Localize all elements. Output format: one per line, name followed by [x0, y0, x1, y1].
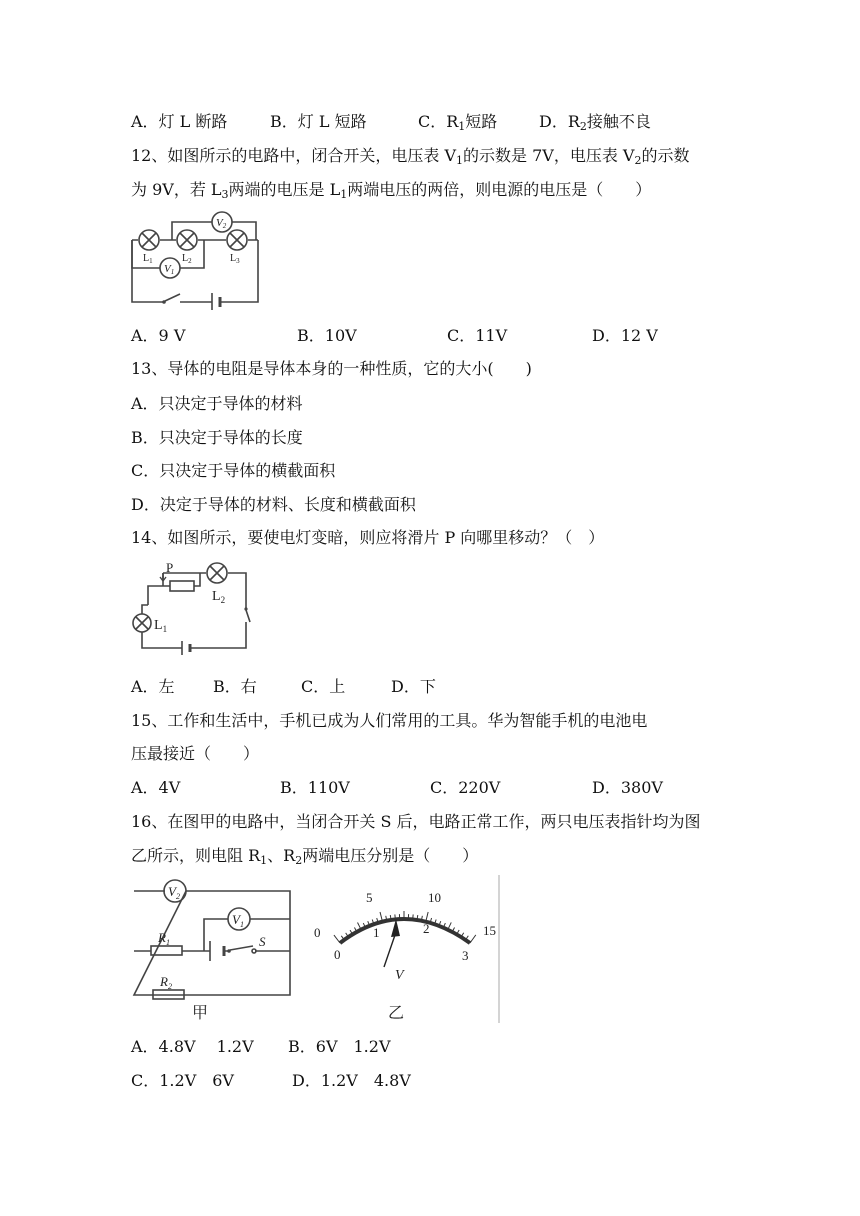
switch-s-icon — [227, 946, 256, 953]
lower-label-3: 3 — [462, 948, 469, 963]
label-s: S — [259, 934, 266, 949]
q15-stem-line1: 15、工作和生活中，手机已成为人们常用的工具。华为智能手机的电池电 — [131, 711, 648, 730]
q16-stem-line2: 乙所示，则电阻 $R_1$、$R_2$两端电压分别是（ ） — [131, 846, 479, 867]
battery-icon — [212, 293, 220, 310]
switch-icon — [244, 607, 250, 622]
q14-option-a: A．左 — [131, 677, 175, 696]
lower-label-2: 2 — [423, 921, 430, 936]
q15-stem-line2: 压最接近（ ） — [131, 744, 260, 763]
svg-text:V2: $V_2$ — [168, 884, 180, 901]
q16-figure-yi-voltmeter-dial — [310, 875, 505, 1025]
lower-label-1: 1 — [373, 925, 380, 940]
q16-figure-jia-circuit — [128, 875, 298, 1025]
upper-label-10: 10 — [428, 890, 441, 905]
battery-icon — [210, 941, 224, 961]
caption-jia: 甲 — [192, 1005, 209, 1022]
svg-text:V2: V2 — [216, 217, 227, 230]
voltmeter-v2-icon — [212, 212, 232, 232]
q13-option-a: A．只决定于导体的材料 — [131, 394, 303, 413]
q15-option-b: B．110V — [280, 778, 350, 797]
label-l1: $L_1$ — [143, 253, 153, 265]
q16-stem-line1: 16、在图甲的电路中，当闭合开关 S 后，电路正常工作，两只电压表指针均为图 — [131, 812, 701, 831]
q12-circuit-diagram — [128, 210, 268, 310]
label-l2: $L_2$ — [212, 589, 226, 605]
q16-option-a: A．4.8V 1.2V — [131, 1037, 254, 1056]
q11-option-d: D．$R_2$接触不良 — [539, 112, 651, 133]
svg-text:V1: V1 — [164, 263, 175, 276]
lamp-l1-icon — [133, 614, 151, 632]
svg-text:V1: $V_1$ — [232, 912, 244, 929]
dial-tick — [470, 935, 476, 943]
lamp-l3-icon — [227, 230, 247, 250]
q12-option-a: A．9 V — [131, 326, 186, 345]
dial-arc — [340, 919, 470, 943]
lamp-l2-icon — [177, 230, 197, 250]
upper-label-0: 0 — [314, 925, 321, 940]
label-r1: $R_1$ — [158, 930, 170, 947]
lamp-l1-icon — [139, 230, 159, 250]
q11-option-c: C．$R_1$短路 — [418, 112, 498, 133]
needle-pointer-icon — [384, 919, 400, 967]
q15-option-c: C．220V — [430, 778, 501, 797]
q13-option-d: D．决定于导体的材料、长度和横截面积 — [131, 495, 416, 514]
q14-option-b: B．右 — [213, 677, 257, 696]
label-l2: $L_2$ — [182, 253, 192, 265]
dial-tick — [334, 935, 340, 943]
q16-option-d: D．1.2V 4.8V — [292, 1071, 411, 1090]
caption-yi: 乙 — [388, 1005, 405, 1022]
q12-option-c: C．11V — [447, 326, 508, 345]
q15-option-d: D．380V — [592, 778, 663, 797]
label-l3: $L_3$ — [230, 253, 240, 265]
q14-option-c: C．上 — [301, 677, 346, 696]
rheostat-icon — [160, 573, 194, 591]
q16-option-b: B．6V 1.2V — [288, 1037, 391, 1056]
q14-stem: 14、如图所示，要使电灯变暗，则应将滑片 P 向哪里移动？（ ） — [131, 528, 605, 547]
switch-icon — [162, 294, 180, 304]
battery-icon — [182, 641, 190, 655]
q12-stem-line1: 12、如图所示的电路中，闭合开关，电压表 $V_1$的示数是 7V，电压表 $V_2$的示数 — [131, 146, 690, 167]
q16-option-c: C．1.2V 6V — [131, 1071, 234, 1090]
label-p: P — [166, 560, 174, 575]
unit-label: V — [395, 968, 404, 983]
q15-option-a: A．4V — [131, 778, 181, 797]
q13-option-c: C．只决定于导体的横截面积 — [131, 461, 336, 480]
q14-circuit-diagram — [128, 560, 258, 660]
q11-option-a: A．灯 L 断路 — [131, 112, 228, 131]
lower-label-0: 0 — [334, 947, 341, 962]
voltmeter-v2-icon — [164, 880, 186, 902]
voltmeter-v1-icon — [160, 258, 180, 278]
label-r2: $R_2$ — [160, 974, 172, 991]
dial-ticks — [334, 911, 476, 943]
q12-option-d: D．12 V — [592, 326, 658, 345]
upper-label-15: 15 — [483, 923, 496, 938]
q14-option-d: D．下 — [391, 677, 436, 696]
q13-option-b: B．只决定于导体的长度 — [131, 428, 303, 447]
voltmeter-v1-icon — [228, 908, 250, 930]
q11-option-b: B．灯 L 短路 — [270, 112, 367, 131]
q12-stem-line2: 为 9V，若 $L_3$两端的电压是 $L_1$两端电压的两倍，则电源的电压是（ ） — [131, 180, 652, 201]
label-l1: $L_1$ — [154, 618, 168, 634]
q12-option-b: B．10V — [297, 326, 357, 345]
q13-stem: 13、导体的电阻是导体本身的一种性质，它的大小( ) — [131, 359, 532, 378]
upper-label-5: 5 — [366, 890, 373, 905]
lamp-l2-icon — [207, 563, 227, 583]
